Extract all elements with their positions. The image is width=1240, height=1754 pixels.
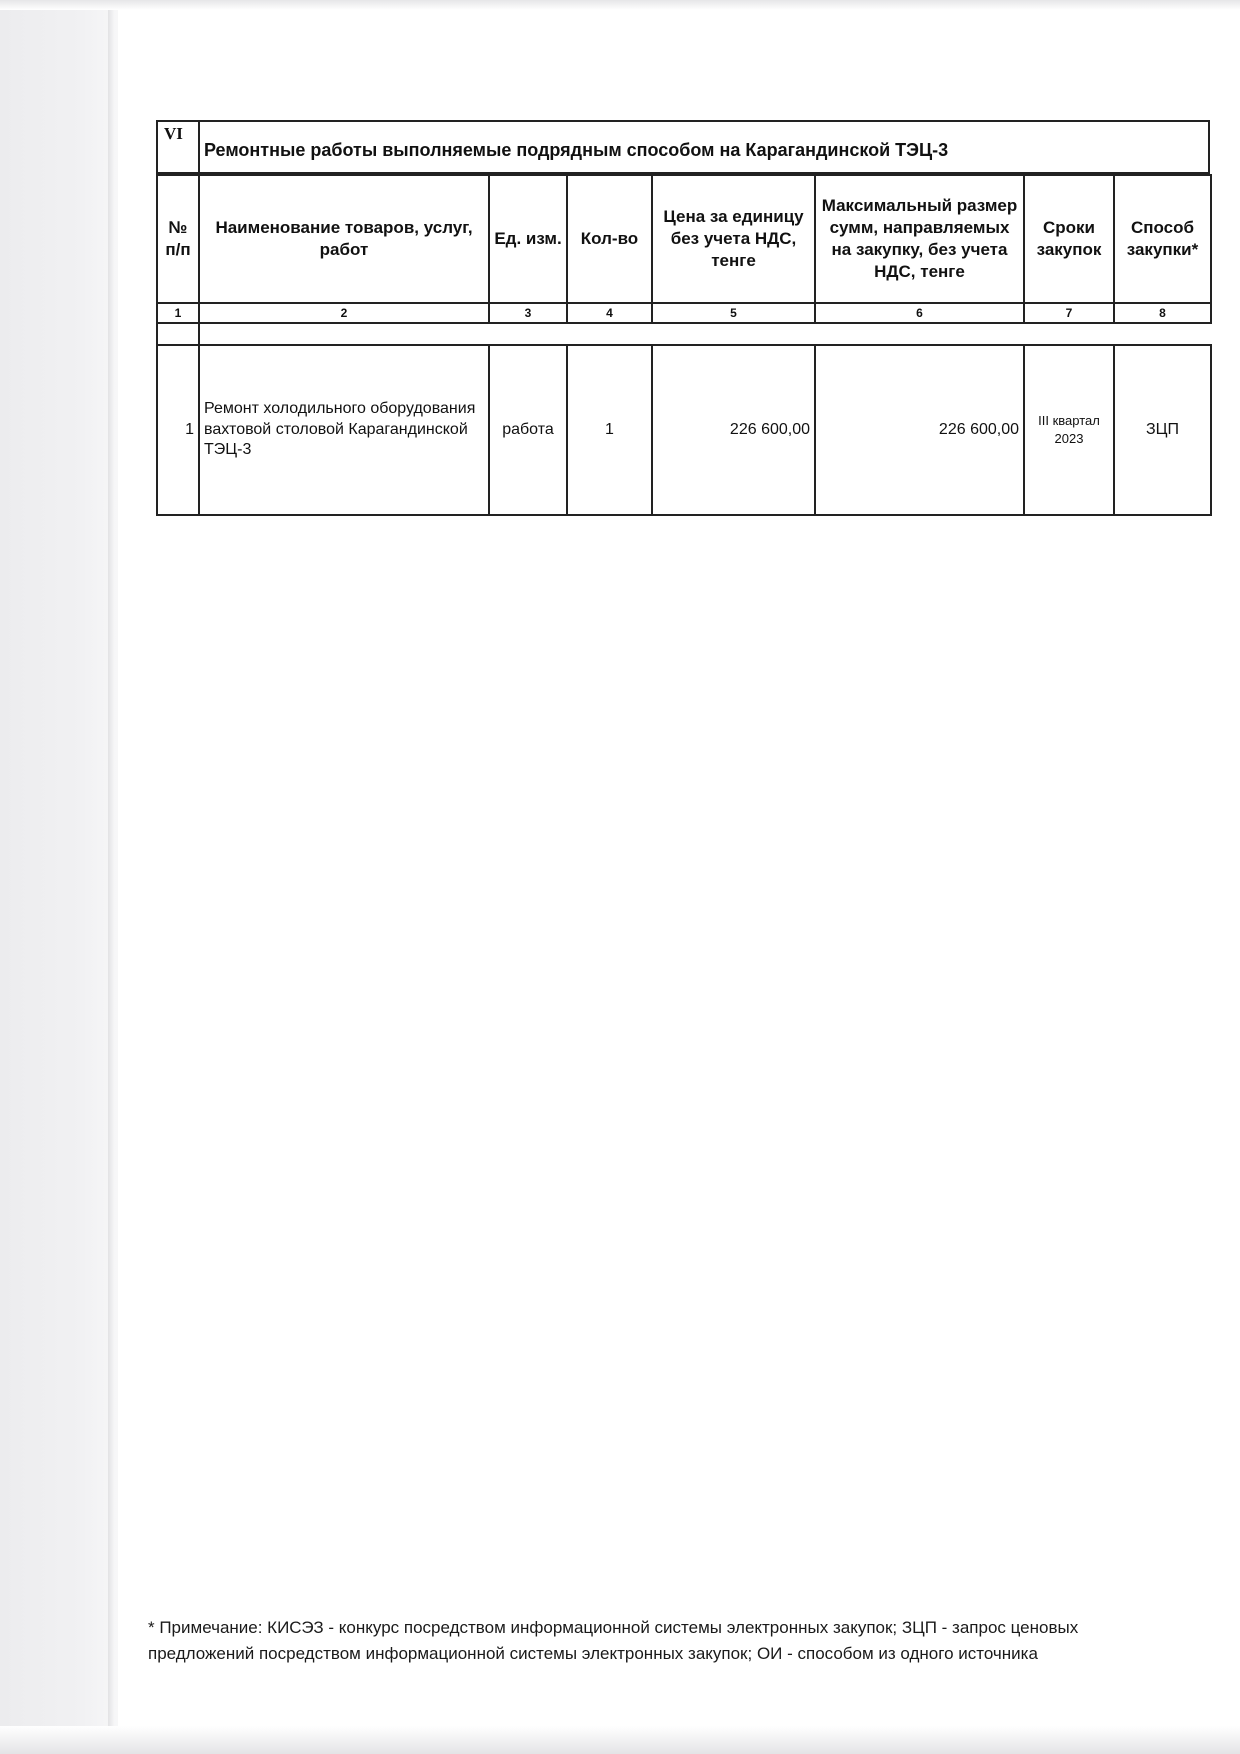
header-name: Наименование товаров, услуг, работ: [199, 175, 489, 303]
section-header: [156, 120, 1210, 174]
spacer-row: [157, 323, 1211, 345]
section-number: VI: [158, 122, 200, 172]
column-number: 8: [1114, 303, 1211, 323]
scan-shadow-bottom: [0, 1726, 1240, 1754]
spacer-cell: [157, 323, 199, 345]
header-num: № п/п: [157, 175, 199, 303]
table-row: [157, 345, 1211, 515]
row-num: 1: [157, 345, 199, 515]
header-qty: Кол-во: [567, 175, 652, 303]
spacer-cell: [199, 323, 1211, 345]
scan-shadow-top: [0, 0, 1240, 10]
row-unit: работа: [489, 345, 567, 515]
header-method: Способ закупки*: [1114, 175, 1211, 303]
column-number-row: [157, 303, 1211, 323]
row-period: III квартал 2023: [1024, 345, 1114, 515]
row-max-sum: 226 600,00: [815, 345, 1024, 515]
column-number: 3: [489, 303, 567, 323]
column-number: 7: [1024, 303, 1114, 323]
header-max-sum: Максимальный размер сумм, направляемых на закупку, без учета НДС, тенге: [815, 175, 1024, 303]
row-price: 226 600,00: [652, 345, 815, 515]
section-title: Ремонтные работы выполняемые подрядным способом на Карагандинской ТЭЦ-3: [204, 140, 949, 160]
column-number: 1: [157, 303, 199, 323]
column-number: 6: [815, 303, 1024, 323]
table-header-row: [157, 175, 1211, 303]
footnote: * Примечание: КИСЭЗ - конкурс посредством информационной системы электронных закупок; ЗЦП - запрос ценовых предложений посредством информационной системы электронных закупок; ОИ - способом из одного источника: [148, 1618, 1079, 1664]
row-method: ЗЦП: [1114, 345, 1211, 515]
row-qty: 1: [567, 345, 652, 515]
header-unit: Ед. изм.: [489, 175, 567, 303]
header-period: Сроки закупок: [1024, 175, 1114, 303]
column-number: 5: [652, 303, 815, 323]
scan-shadow-left: [0, 0, 118, 1754]
header-price: Цена за единицу без учета НДС, тенге: [652, 175, 815, 303]
column-number: 4: [567, 303, 652, 323]
scan-page-edge: [108, 0, 114, 1754]
column-number: 2: [199, 303, 489, 323]
row-name: Ремонт холодильного оборудования вахтовой столовой Карагандинской ТЭЦ-3: [199, 345, 489, 515]
procurement-table: [156, 174, 1212, 516]
